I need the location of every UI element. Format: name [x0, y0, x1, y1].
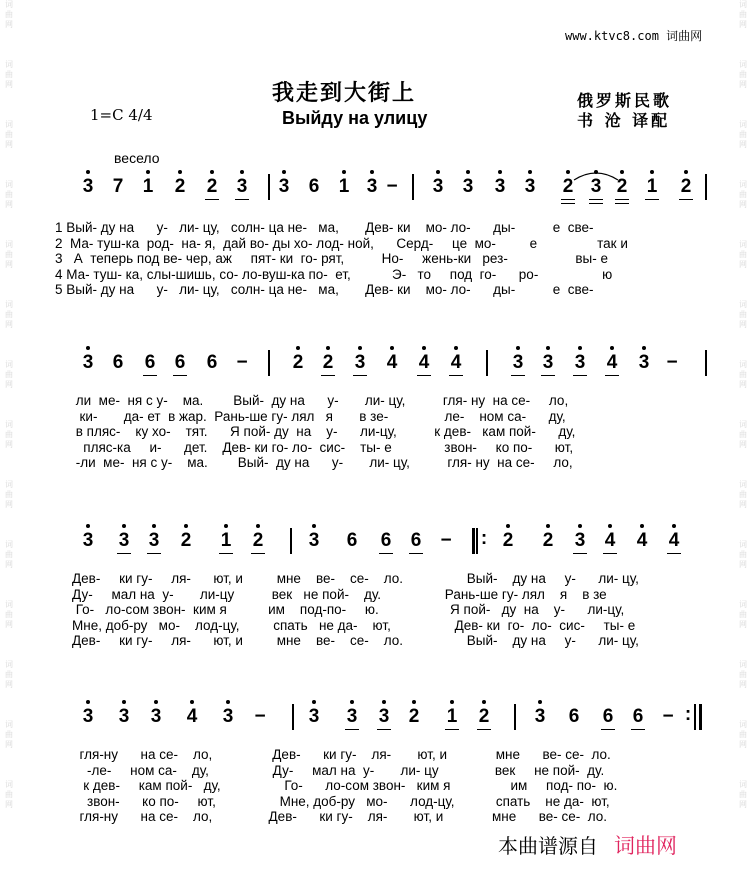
watermark-char: 曲: [5, 370, 13, 379]
lyric-line: гля-ну на се- ло, Дев- ки гу- ля- ют, и мне ве- се- ло.: [72, 747, 611, 762]
watermark-char: 词: [739, 780, 747, 789]
note: 1: [644, 176, 660, 198]
note: 2: [178, 530, 194, 552]
watermark-char: 曲: [739, 730, 747, 739]
watermark-char: 曲: [739, 670, 747, 679]
watermark-char: 词: [5, 240, 13, 249]
key-signature: 1=C 4/4: [90, 106, 153, 124]
note: 3: [364, 176, 380, 198]
footer-brand[interactable]: 词曲网: [614, 835, 677, 858]
note: 6: [630, 706, 646, 728]
barline: [705, 174, 707, 200]
note: 2: [250, 530, 266, 552]
watermark-char: 曲: [739, 790, 747, 799]
note: 4: [184, 706, 200, 728]
watermark-char: 词: [5, 360, 13, 369]
watermark-char: 网: [5, 800, 13, 809]
note: 2: [678, 176, 694, 198]
repeat-barline: [472, 528, 475, 554]
watermark-char: 网: [5, 80, 13, 89]
lyric-line: 5 Вый- ду на у- ли- цу, солн- ца не- ма, Дев- ки мо- ло- ды- е све-: [55, 282, 594, 298]
barline: [514, 704, 516, 730]
watermark-char: 网: [5, 500, 13, 509]
watermark-char: 曲: [739, 130, 747, 139]
watermark-char: 曲: [739, 430, 747, 439]
watermark-char: 词: [739, 180, 747, 189]
lyric-line: Дев- ки гу- ля- ют, и мне ве- се- ло. Вый- ду на у- ли- цу,: [72, 571, 639, 586]
note: 2: [540, 530, 556, 552]
dash-note: −: [236, 352, 248, 373]
watermark-char: 曲: [5, 250, 13, 259]
watermark-char: 网: [739, 620, 747, 629]
notation-row-1: [0, 168, 752, 208]
watermark-char: 曲: [739, 190, 747, 199]
note: 2: [320, 352, 336, 374]
watermark-char: 曲: [5, 190, 13, 199]
dash-note: −: [662, 706, 674, 727]
lyric-line: 1 Вый- ду на у- ли- цу, солн- ца не- ма, Дев- ки мо- ло- ды- е све-: [55, 220, 594, 235]
barline: [705, 350, 707, 376]
note: 3: [352, 352, 368, 374]
note: 3: [636, 352, 652, 374]
note: 3: [492, 176, 508, 198]
watermark-char: 曲: [5, 550, 13, 559]
note: 4: [604, 352, 620, 374]
lyric-line: Мне, доб-ру мо- лод-цу, спать не да- ют, Дев- ки го- ло- сис- ты- е: [72, 617, 636, 633]
watermark-char: 网: [739, 140, 747, 149]
watermark-char: 词: [739, 720, 747, 729]
watermark-char: 网: [739, 440, 747, 449]
watermark-char: 词: [739, 540, 747, 549]
note: 3: [344, 706, 360, 728]
note: 3: [572, 352, 588, 374]
footer-source: [498, 830, 677, 860]
dash-note: −: [386, 176, 398, 197]
watermark-char: 曲: [739, 70, 747, 79]
site-header: www.ktvc8.com 词曲网: [565, 29, 703, 43]
watermark-char: 网: [5, 440, 13, 449]
barline: [268, 350, 270, 376]
dash-note: −: [440, 530, 452, 551]
watermark-char: 网: [5, 140, 13, 149]
note: 3: [234, 176, 250, 198]
watermark-char: 曲: [739, 550, 747, 559]
note: 2: [614, 176, 630, 198]
dash-note: −: [254, 706, 266, 727]
lyric-line: звон- ко по- ют, Мне, доб-ру мо- лод-цу, спать не да- ют,: [72, 793, 610, 809]
song-title-russian: Выйду на улицу: [282, 108, 428, 128]
note: 6: [142, 352, 158, 374]
watermark-char: 曲: [5, 670, 13, 679]
lyric-line: -ли ме- ня с у- ма. Вый- ду на у- ли- цу, гля- ну на се- ло,: [72, 455, 573, 471]
watermark-char: 词: [5, 660, 13, 669]
watermark-char: 曲: [739, 490, 747, 499]
repeat-dots: :: [684, 704, 692, 725]
note: 2: [560, 176, 576, 198]
watermark-char: 曲: [739, 310, 747, 319]
tempo-marking: весело: [114, 150, 160, 166]
watermark-char: 词: [739, 360, 747, 369]
note: 6: [172, 352, 188, 374]
note: 4: [602, 530, 618, 552]
note: 2: [172, 176, 188, 198]
note: 2: [476, 706, 492, 728]
lyric-line: Ду- мал на у- ли-цу век не пой- ду. Рань-ше гу- лял я в зе: [72, 586, 607, 602]
watermark-char: 词: [5, 420, 13, 429]
note: 6: [346, 530, 358, 551]
watermark-char: 曲: [739, 10, 747, 19]
note: 3: [306, 706, 322, 728]
lyric-line: 4 Ма- туш- ка, слы-шишь, со- ло-вуш-ка по- ет, Э- то под го- ро- ю: [55, 266, 613, 282]
watermark-char: 曲: [739, 250, 747, 259]
note: 3: [376, 706, 392, 728]
right-watermark-strip: [734, 0, 752, 885]
watermark-char: 网: [739, 260, 747, 269]
note: 2: [406, 706, 422, 728]
watermark-char: 词: [739, 0, 747, 9]
tie-arc: [572, 168, 620, 182]
watermark-char: 网: [739, 560, 747, 569]
lyric-line: ки- да- ет в жар. Рань-ше гу- лял я в зе- ле- ном са- ду,: [72, 408, 566, 424]
watermark-char: 词: [739, 660, 747, 669]
watermark-char: 曲: [5, 790, 13, 799]
note: 3: [276, 176, 292, 198]
watermark-char: 词: [739, 240, 747, 249]
watermark-char: 词: [5, 720, 13, 729]
notation-row-2: [0, 344, 752, 384]
note: 4: [448, 352, 464, 374]
note: 3: [522, 176, 538, 198]
lyric-line: Дев- ки гу- ля- ют, и мне ве- се- ло. Вый- ду на у- ли- цу,: [72, 633, 639, 649]
note: 3: [80, 706, 96, 728]
watermark-char: 曲: [5, 10, 13, 19]
note: 3: [80, 530, 96, 552]
left-watermark-strip: [0, 0, 18, 885]
watermark-char: 网: [739, 20, 747, 29]
watermark-char: 词: [5, 540, 13, 549]
note: 3: [430, 176, 446, 198]
note: 3: [80, 352, 96, 374]
note: 3: [220, 706, 236, 728]
watermark-char: 网: [5, 560, 13, 569]
lyric-line: к дев- кам пой- ду, Го- ло-сом звон- ким я им под- по- ю.: [72, 778, 618, 794]
note: 1: [218, 530, 234, 552]
watermark-char: 网: [5, 740, 13, 749]
note: 4: [384, 352, 400, 374]
watermark-char: 网: [5, 20, 13, 29]
notation-row-3: [0, 522, 752, 562]
notation-row-4: [0, 698, 752, 738]
watermark-char: 词: [5, 480, 13, 489]
repeat-dots: :: [480, 528, 488, 549]
watermark-char: 网: [5, 620, 13, 629]
watermark-char: 网: [5, 680, 13, 689]
repeat-barline: [699, 704, 702, 730]
note: 6: [308, 176, 320, 197]
note: 3: [148, 706, 164, 728]
watermark-char: 网: [739, 680, 747, 689]
note: 6: [206, 352, 218, 373]
watermark-char: 词: [739, 120, 747, 129]
credit-origin: 俄罗斯民歌: [577, 91, 673, 110]
watermark-char: 词: [5, 600, 13, 609]
watermark-char: 词: [739, 480, 747, 489]
lyric-line: 2 Ма- туш-ка род- на- я, дай во- ды хо- лод- ной, Серд- це мо- е так и: [55, 235, 628, 251]
lyric-line: в пляс- ку хо- тят. Я пой- ду на у- ли-цу, к дев- кам пой- ду,: [72, 424, 576, 440]
lyric-line: Го- ло-сом звон- ким я им под-по- ю. Я пой- ду на у- ли-цу,: [72, 602, 625, 618]
song-title-chinese: 我走到大街上: [272, 80, 417, 106]
note: 3: [460, 176, 476, 198]
watermark-char: 词: [5, 60, 13, 69]
footer-text: 本曲谱源自: [498, 836, 598, 858]
note: 6: [408, 530, 424, 552]
note: 3: [146, 530, 162, 552]
note: 6: [568, 706, 580, 727]
lyric-line: -ле- ном са- ду, Ду- мал на у- ли- цу век не пой- ду.: [72, 762, 605, 778]
note: 1: [336, 176, 352, 198]
note: 3: [588, 176, 604, 198]
note: 3: [532, 706, 548, 728]
barline: [412, 174, 414, 200]
note: 3: [540, 352, 556, 374]
watermark-char: 词: [739, 60, 747, 69]
note: 4: [416, 352, 432, 374]
watermark-char: 曲: [739, 370, 747, 379]
note: 3: [572, 530, 588, 552]
note: 2: [204, 176, 220, 198]
watermark-char: 词: [5, 120, 13, 129]
watermark-char: 网: [739, 800, 747, 809]
watermark-char: 网: [739, 500, 747, 509]
watermark-char: 网: [739, 80, 747, 89]
credit-translator: 书 沧 译配: [577, 111, 671, 130]
note: 4: [666, 530, 682, 552]
watermark-char: 词: [5, 300, 13, 309]
watermark-char: 曲: [5, 130, 13, 139]
barline: [290, 528, 292, 554]
note: 3: [510, 352, 526, 374]
watermark-char: 曲: [5, 490, 13, 499]
watermark-char: 网: [739, 380, 747, 389]
note: 3: [80, 176, 96, 198]
note: 1: [140, 176, 156, 198]
note: 3: [116, 530, 132, 552]
note: 6: [112, 352, 124, 373]
note: 1: [444, 706, 460, 728]
watermark-char: 网: [5, 320, 13, 329]
watermark-char: 网: [739, 200, 747, 209]
note: 6: [378, 530, 394, 552]
barline: [268, 174, 270, 200]
watermark-char: 词: [739, 600, 747, 609]
watermark-char: 曲: [5, 310, 13, 319]
watermark-char: 网: [5, 380, 13, 389]
barline: [292, 704, 294, 730]
note: 7: [112, 176, 124, 197]
note: 3: [306, 530, 322, 552]
lyric-line: пляс-ка и- дет. Дев- ки го- ло- сис- ты- е звон- ко по- ют,: [72, 439, 574, 455]
lyric-line: 3 А теперь под ве- чер, аж пят- ки го- рят, Но- жень-ки рез- вы- е: [55, 251, 608, 267]
lyric-line: гля-ну на се- ло, Дев- ки гу- ля- ют, и мне ве- се- ло.: [72, 809, 608, 825]
watermark-char: 网: [739, 740, 747, 749]
watermark-char: 词: [5, 780, 13, 789]
watermark-char: 词: [739, 420, 747, 429]
lyric-line: ли ме- ня с у- ма. Вый- ду на у- ли- цу, гля- ну на се- ло,: [72, 393, 569, 408]
watermark-char: 网: [739, 320, 747, 329]
watermark-char: 词: [5, 0, 13, 9]
watermark-char: 词: [5, 180, 13, 189]
watermark-char: 曲: [5, 610, 13, 619]
note: 2: [500, 530, 516, 552]
watermark-char: 曲: [739, 610, 747, 619]
watermark-char: 曲: [5, 730, 13, 739]
note: 3: [116, 706, 132, 728]
barline: [486, 350, 488, 376]
note: 6: [600, 706, 616, 728]
watermark-char: 网: [5, 260, 13, 269]
watermark-char: 曲: [5, 430, 13, 439]
watermark-char: 曲: [5, 70, 13, 79]
note: 4: [634, 530, 650, 552]
watermark-char: 词: [739, 300, 747, 309]
watermark-char: 网: [5, 200, 13, 209]
note: 2: [290, 352, 306, 374]
dash-note: −: [666, 352, 678, 373]
